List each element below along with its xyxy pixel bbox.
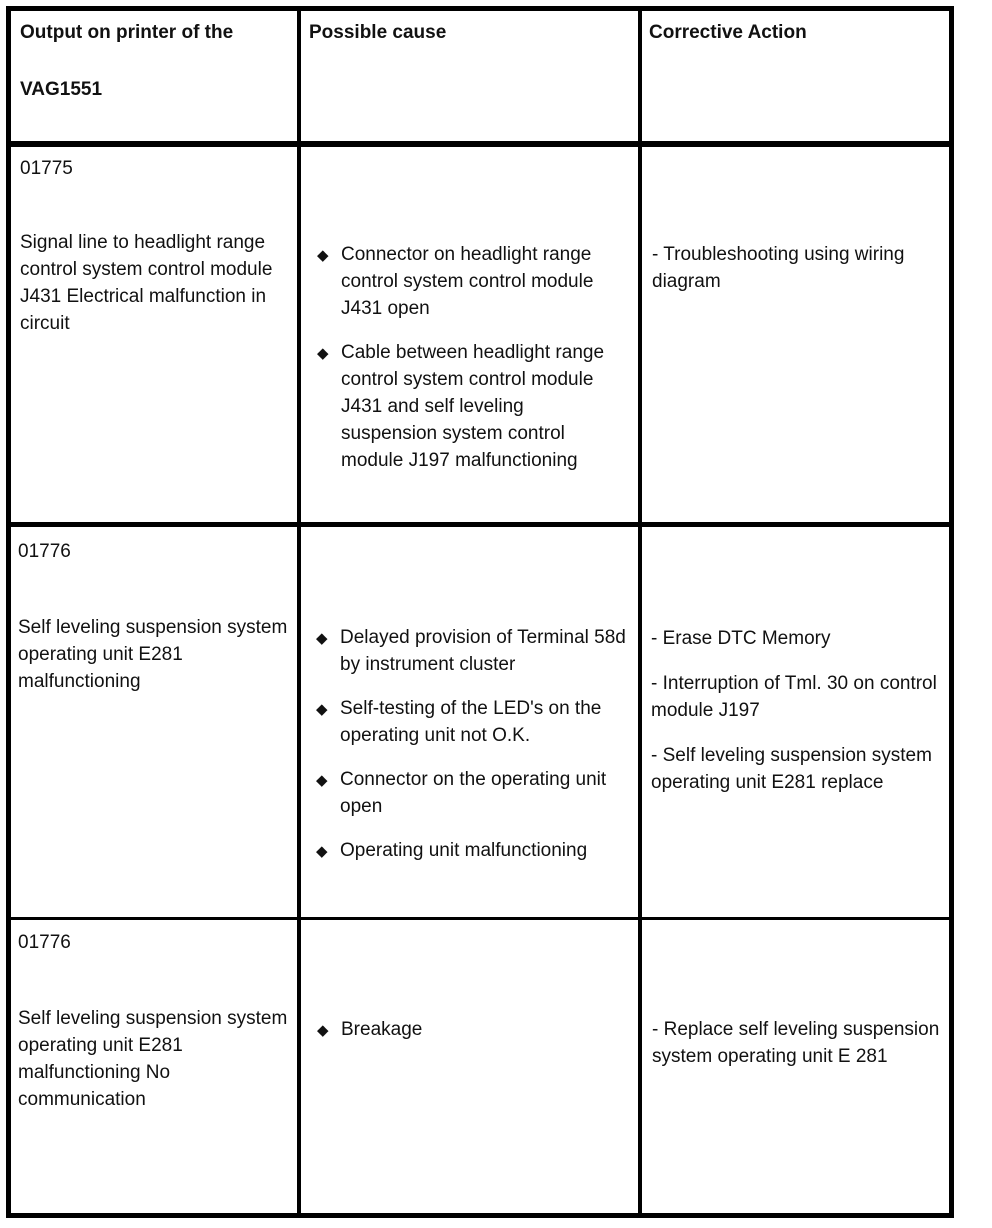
diamond-bullet-icon: ◆ — [316, 701, 328, 718]
cause-item: ◆ Breakage — [313, 1016, 625, 1043]
row-3-actions — [652, 1016, 942, 1088]
row-1-causes — [313, 241, 625, 491]
diamond-bullet-icon: ◆ — [316, 772, 328, 789]
dtc-table — [6, 6, 954, 1218]
diamond-bullet-icon: ◆ — [317, 247, 329, 264]
row-2-code: 01776 — [18, 541, 71, 562]
action-item: - Erase DTC Memory — [651, 628, 831, 649]
header-output — [20, 19, 290, 103]
cause-item: ◆ Delayed provision of Terminal 58d by instrument cluster — [316, 627, 626, 675]
row-3-code: 01776 — [18, 932, 71, 953]
action-item: - Replace self leveling suspension system operating unit E 281 — [652, 1019, 940, 1067]
header-output-line2: VAG1551 — [20, 79, 103, 100]
row-3-description: Self leveling suspension system operating unit E281 malfunctioning No communication — [18, 1008, 288, 1110]
header-output-line1: Output on printer of the — [20, 22, 234, 43]
column-divider-1 — [297, 11, 301, 1213]
header-divider — [11, 141, 949, 147]
row-3-output — [18, 931, 290, 1113]
row-1-output — [20, 157, 292, 337]
row-1-code: 01775 — [20, 158, 73, 179]
cause-item: ◆ Cable between headlight range control system control module J431 and self leveling suspension system control module J197 malfunctioning — [317, 342, 605, 471]
cause-item: ◆ Connector on the operating unit open — [316, 769, 607, 817]
action-item: - Interruption of Tml. 30 on control module J197 — [651, 673, 937, 721]
diamond-bullet-icon: ◆ — [317, 345, 329, 362]
header-corrective-action: Corrective Action — [649, 22, 807, 43]
row-1-description: Signal line to headlight range control system control module J431 Electrical malfunction in circuit — [20, 232, 273, 334]
row-3-causes — [313, 1016, 625, 1060]
diamond-bullet-icon: ◆ — [316, 630, 328, 647]
cause-item: ◆ Self-testing of the LED's on the operating unit not O.K. — [316, 698, 602, 746]
row-2-description: Self leveling suspension system operating unit E281 malfunctioning — [18, 617, 288, 692]
cause-item: ◆ Connector on headlight range control system control module J431 open — [317, 244, 594, 319]
row-2-actions — [651, 625, 941, 814]
diamond-bullet-icon: ◆ — [316, 843, 328, 860]
row-2-causes — [312, 624, 632, 881]
action-item: - Troubleshooting using wiring diagram — [652, 244, 905, 292]
row-divider-1 — [11, 522, 949, 527]
row-1-actions — [652, 241, 942, 313]
action-item: - Self leveling suspension system operating unit E281 replace — [651, 745, 932, 793]
diamond-bullet-icon: ◆ — [317, 1022, 329, 1039]
row-divider-2 — [11, 917, 949, 920]
column-divider-2 — [638, 11, 642, 1213]
header-possible-cause: Possible cause — [309, 22, 447, 43]
row-2-output — [18, 540, 290, 695]
cause-item: ◆ Operating unit malfunctioning — [312, 837, 632, 864]
